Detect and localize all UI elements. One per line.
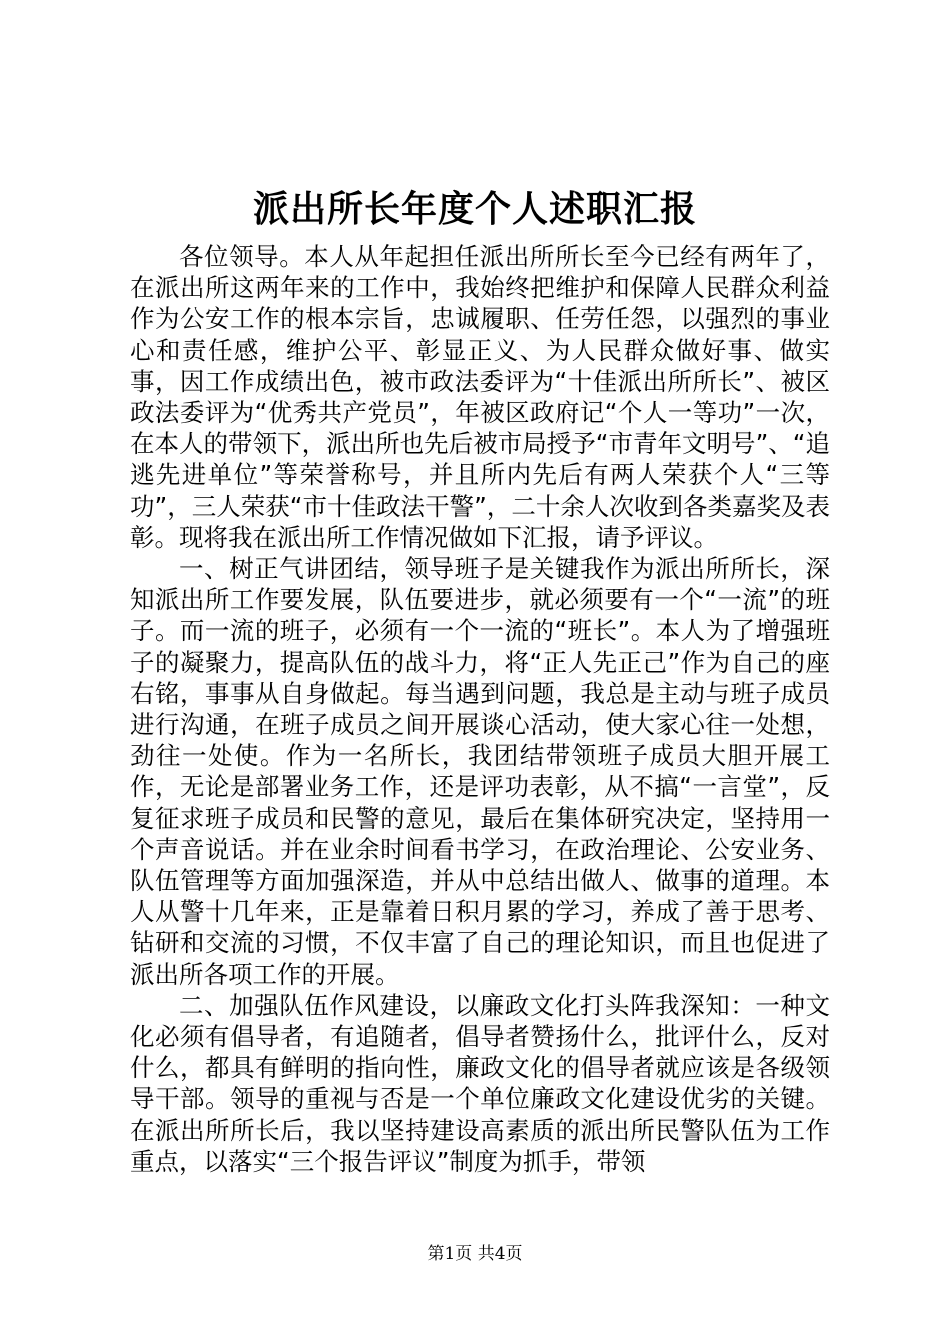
paragraph-intro: 各位领导。本人从年起担任派出所所长至今已经有两年了，在派出所这两年来的工作中，我始终把维护和保障人民群众利益作为公安工作的根本宗旨，忠诚履职、任劳任怨，以强烈的事业心和责任感，维护公平、彰显正义、为人民群众做好事、做实事，因工作成绩出色，被市政法委评为“十佳派出所所长”、被区政法委评为“优秀共产党员”，年被区政府记“个人一等功”一次，在本人的带领下，派出所也先后被市局授予“市青年文明号”、“追逃先进单位”等荣誉称号，并且所内先后有两人荣获个人“三等功”，三人荣获“市十佳政法干警”，二十余人次收到各类嘉奖及表彰。现将我在派出所工作情况做如下汇报，请予评议。 <box>130 242 830 552</box>
page-total: 共4页 <box>477 1244 523 1264</box>
document-title: 派出所长年度个人述职汇报 <box>252 188 697 230</box>
document-body <box>130 241 830 1177</box>
page-footer <box>0 1243 950 1265</box>
paragraph-section-2: 二、加强队伍作风建设，以廉政文化打头阵我深知：一种文化必须有倡导者，有追随者，倡导者赞扬什么，批评什么，反对什么，都具有鲜明的指向性，廉政文化的倡导者就应该是各级领导干部。领导的重视与否是一个单位廉政文化建设优劣的关键。在派出所所长后，我以坚持建设高素质的派出所民警队伍为工作重点，以落实“三个报告评议”制度为抓手，带领 <box>130 990 830 1176</box>
paragraph-section-1: 一、树正气讲团结，领导班子是关键我作为派出所所长，深知派出所工作要发展，队伍要进步，就必须要有一个“一流”的班子。而一流的班子，必须有一个一流的“班长”。本人为了增强班子的凝聚力，提高队伍的战斗力，将“正人先正己”作为自己的座右铭，事事从自身做起。每当遇到问题，我总是主动与班子成员进行沟通，在班子成员之间开展谈心活动，使大家心往一处想，劲往一处使。作为一名所长，我团结带领班子成员大胆开展工作，无论是部署业务工作，还是评功表彰，从不搞“一言堂”，反复征求班子成员和民警的意见，最后在集体研究决定，坚持用一个声音说话。并在业余时间看书学习，在政治理论、公安业务、队伍管理等方面加强深造，并从中总结出做人、做事的道理。本人从警十几年来，正是靠着日积月累的学习，养成了善于思考、钻研和交流的习惯，不仅丰富了自己的理论知识，而且也促进了派出所各项工作的开展。 <box>130 554 830 989</box>
page-number: 第1页 <box>427 1244 473 1264</box>
